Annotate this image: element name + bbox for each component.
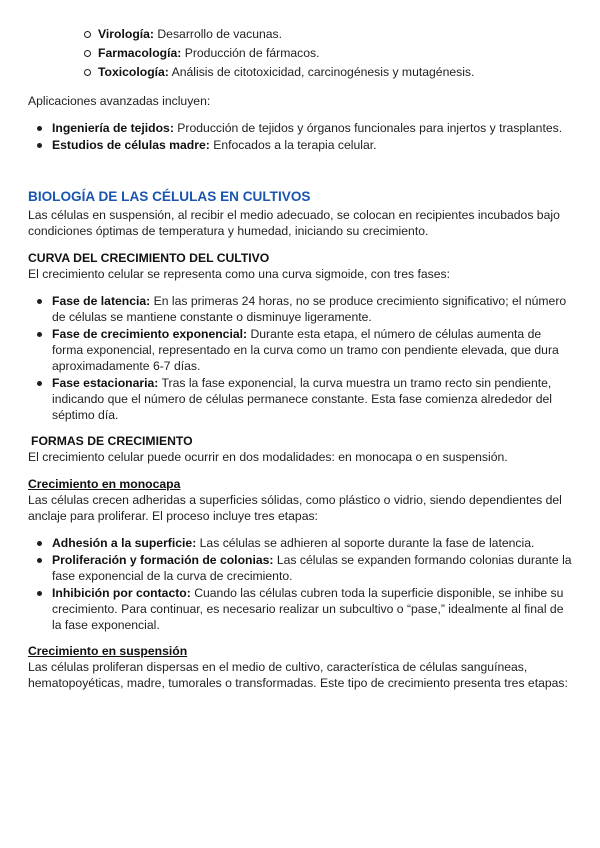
forms-heading: FORMAS DE CRECIMIENTO: [31, 434, 193, 448]
list-item: Fase estacionaria: Tras la fase exponencial, la curva muestra un tramo recto sin pendiente, indicando que el número de células permanece constante. Esta fase comienza alrededor del séptimo día.: [28, 375, 572, 423]
monolayer-heading: Crecimiento en monocapa: [28, 477, 181, 491]
curve-intro: El crecimiento celular se representa como una curva sigmoide, con tres fases:: [28, 267, 451, 281]
list-item: Farmacología: Producción de fármacos.: [28, 45, 572, 61]
curve-heading: CURVA DEL CRECIMIENTO DEL CULTIVO: [28, 251, 270, 265]
suspension-heading: Crecimiento en suspensión: [28, 644, 188, 658]
list-item: Virología: Desarrollo de vacunas.: [28, 26, 572, 42]
section-title: BIOLOGÍA DE LAS CÉLULAS EN CULTIVOS: [28, 189, 311, 204]
suspension-intro: Las células proliferan dispersas en el medio de cultivo, característica de células sanguíneas, hematopoyéticas, madre, tumorales o transformadas. Este tipo de crecimiento presenta tres etapas:: [28, 660, 568, 690]
forms-intro: El crecimiento celular puede ocurrir en dos modalidades: en monocapa o en suspensión.: [28, 450, 508, 464]
advanced-intro: Aplicaciones avanzadas incluyen:: [28, 94, 211, 108]
monolayer-intro: Las células crecen adheridas a superficies sólidas, como plástico o vidrio, siendo dependientes del anclaje para proliferar. El proceso incluye tres etapas:: [28, 493, 562, 523]
list-item: Estudios de células madre: Enfocados a la terapia celular.: [28, 137, 572, 153]
list-item: Inhibición por contacto: Cuando las células cubren toda la superficie disponible, se inhibe su crecimiento. Para continuar, es necesario realizar un subcultivo o “pase,” idealmente al final de la fase exponencial.: [28, 585, 572, 633]
monolayer-stage-list: [28, 535, 572, 633]
list-item: Adhesión a la superficie: Las células se adhieren al soporte durante la fase de latencia.: [28, 535, 572, 551]
list-item: Proliferación y formación de colonias: Las células se expanden formando colonias durante la fase exponencial de la curva de crecimiento.: [28, 552, 572, 584]
applications-sublist: [28, 26, 572, 80]
curve-phase-list: [28, 293, 572, 423]
advanced-list: [28, 120, 572, 153]
list-item: Fase de crecimiento exponencial: Durante esta etapa, el número de células aumenta de forma exponencial, representado en la curva como un tramo con pendiente elevada, que dura aproximadamente 6-7 días.: [28, 326, 572, 374]
section-intro: Las células en suspensión, al recibir el medio adecuado, se colocan en recipientes incubados bajo condiciones óptimas de temperatura y humedad, iniciando su crecimiento.: [28, 208, 560, 238]
list-item: Fase de latencia: En las primeras 24 horas, no se produce crecimiento significativo; el número de células se mantiene constante o disminuye ligeramente.: [28, 293, 572, 325]
list-item: Ingeniería de tejidos: Producción de tejidos y órganos funcionales para injertos y trasplantes.: [28, 120, 572, 136]
list-item: Toxicología: Análisis de citotoxicidad, carcinogénesis y mutagénesis.: [28, 64, 572, 80]
